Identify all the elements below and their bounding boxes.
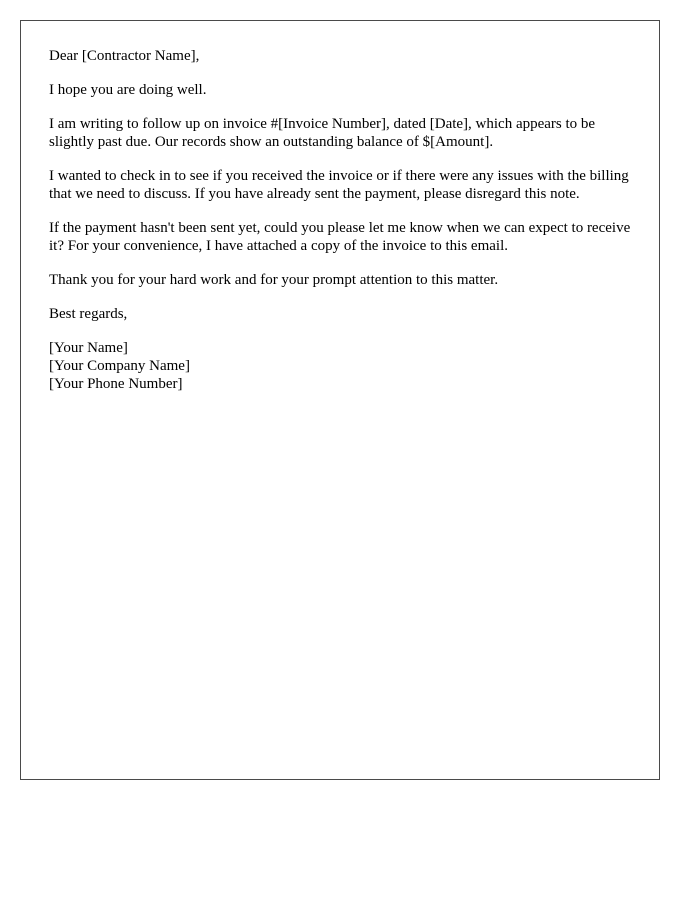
signature-phone: [Your Phone Number] (49, 376, 183, 392)
letter-paragraph-thanks: Thank you for your hard work and for your prompt attention to this matter. (49, 272, 499, 288)
letter-body (49, 47, 639, 393)
letter-paragraph-request: If the payment hasn't been sent yet, could you please let me know when we can expect to receive it? For your convenience, I have attached a copy of the invoice to this email. (49, 220, 631, 254)
letter-paragraph-invoice: I am writing to follow up on invoice #[Invoice Number], dated [Date], which appears to be slightly past due. Our records show an outstanding balance of $[Amount]. (49, 116, 596, 150)
letter-paragraph-check-in: I wanted to check in to see if you received the invoice or if there were any issues with the billing that we need to discuss. If you have already sent the payment, please disregard this note. (49, 168, 629, 202)
letter-closing: Best regards, (49, 306, 128, 322)
signature-name: [Your Name] (49, 340, 128, 356)
signature-company: [Your Company Name] (49, 358, 190, 374)
letter-frame (20, 20, 660, 780)
letter-greeting: Dear [Contractor Name], (49, 48, 200, 64)
signature-block (49, 339, 639, 393)
letter-paragraph-opening: I hope you are doing well. (49, 82, 207, 98)
